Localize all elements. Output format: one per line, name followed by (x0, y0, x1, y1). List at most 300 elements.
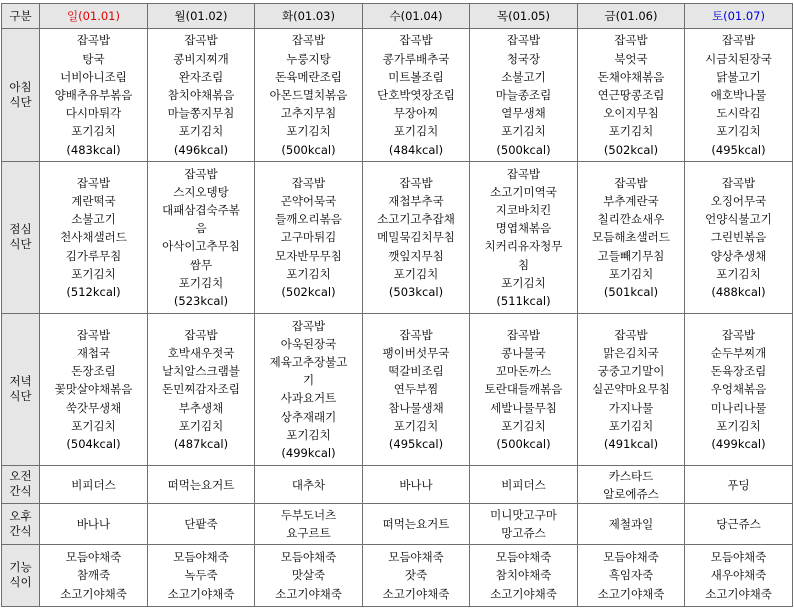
row-label-line: 간식 (9, 484, 32, 499)
meal-cell (255, 544, 363, 606)
meal-item: 돈육장조림 (710, 364, 767, 379)
meal-item: (499kcal) (281, 446, 336, 461)
meal-item: 메밀묵김치무침 (377, 230, 455, 245)
meal-item-list (148, 165, 254, 311)
meal-item: 천사채샐러드 (60, 230, 127, 245)
meal-item: 포기김치 (501, 124, 546, 139)
meal-item: 잡곡밥 (399, 175, 433, 190)
meal-item: 미트볼조림 (388, 69, 444, 84)
row-label-text (9, 222, 31, 252)
meal-item: 돈민찌감자조림 (162, 382, 240, 397)
meal-cell (255, 162, 363, 314)
meal-item-list (363, 174, 469, 301)
meal-item: 꽃맛살야채볶음 (54, 382, 133, 397)
meal-item: 맑은김치국 (603, 345, 659, 360)
meal-item: 대추차 (291, 477, 326, 492)
meal-item-list (255, 548, 362, 603)
meal-item: 잡곡밥 (614, 175, 648, 190)
meal-item-list (685, 515, 792, 533)
meal-item-list (363, 515, 469, 533)
meal-item: 돈채야채볶음 (597, 69, 665, 84)
meal-cell (578, 29, 685, 162)
meal-item: 포기김치 (178, 124, 224, 139)
meal-cell (148, 466, 255, 504)
meal-item: 잡곡밥 (76, 33, 111, 48)
meal-item: 미나리나물 (710, 400, 767, 415)
meal-item: 소고기야채죽 (705, 586, 772, 601)
meal-item: 대패삼겹숙주볶 (162, 203, 240, 218)
meal-item: 맛살죽 (291, 568, 326, 583)
meal-item: 떠먹는요거트 (382, 517, 450, 531)
meal-item: 소불고기 (501, 69, 546, 84)
meal-item: 고들빼기무침 (597, 248, 665, 263)
meal-item: 상추재래기 (280, 409, 337, 424)
meal-item: (491kcal) (603, 436, 659, 451)
row-label-morning-snack (2, 466, 40, 504)
meal-item: 포기김치 (71, 266, 116, 281)
meal-item: 닭불고기 (716, 69, 761, 84)
meal-item: 잡곡밥 (614, 327, 648, 342)
meal-item: 사과요거트 (280, 391, 337, 406)
meal-item: 포기김치 (286, 427, 331, 442)
meal-item: (512kcal) (66, 284, 121, 299)
meal-cell (363, 504, 470, 545)
meal-cell (470, 544, 578, 606)
meal-item: 콩비지찌개 (173, 51, 229, 66)
meal-item: 잡곡밥 (721, 33, 756, 48)
meal-item: 부추계란국 (603, 193, 659, 208)
meal-item: 알로에쥬스 (603, 486, 659, 501)
meal-item: 소고기야채죽 (490, 586, 557, 601)
meal-item: (504kcal) (66, 436, 121, 451)
meal-item-list (255, 174, 362, 301)
meal-item: 떠먹는요거트 (167, 477, 235, 492)
meal-item: 잡곡밥 (291, 33, 326, 48)
meal-item-list (685, 31, 792, 158)
meal-item-list (578, 31, 684, 158)
meal-cell (40, 466, 148, 504)
meal-item-list (40, 548, 147, 603)
row-functional-diet (2, 544, 793, 606)
meal-item: 두부도너츠 (280, 507, 337, 522)
meal-item: 순두부찌개 (710, 345, 767, 360)
meal-item: 연근땅콩조림 (597, 88, 665, 102)
meal-item: 다시마튀각 (65, 106, 122, 121)
meal-item: 포기김치 (393, 418, 439, 433)
meal-cell (148, 29, 255, 162)
header-day-tue: 화(01.03) (255, 4, 363, 29)
meal-cell (40, 162, 148, 314)
meal-item: 스지오뎅탕 (173, 184, 229, 199)
meal-item: 포기김치 (608, 124, 654, 139)
meal-cell (470, 162, 578, 314)
meal-item: 모자반무무침 (275, 248, 342, 263)
meal-item: 콩가루배추국 (382, 51, 450, 66)
header-day-sat: 토(01.07) (685, 4, 793, 29)
meal-cell (148, 504, 255, 545)
meal-item: 잡곡밥 (506, 166, 541, 181)
meal-item: (523kcal) (173, 294, 229, 309)
meal-item: 참나물생채 (388, 400, 444, 415)
meal-item: 음 (195, 221, 207, 236)
meal-item-list (40, 31, 147, 158)
meal-item-list (148, 548, 254, 603)
meal-cell (685, 162, 793, 314)
meal-item-list (40, 476, 147, 494)
meal-item: (501kcal) (603, 284, 659, 299)
meal-item: 잡곡밥 (184, 166, 218, 181)
row-dinner (2, 313, 793, 466)
meal-item: (496kcal) (173, 142, 229, 157)
meal-item: 고구마튀김 (280, 230, 337, 245)
meal-item: 잡곡밥 (721, 175, 756, 190)
meal-item-list (148, 326, 254, 453)
meal-item: 바나나 (76, 517, 111, 531)
meal-item: 제철과일 (608, 517, 654, 531)
meal-item: 모듬해초샐러드 (592, 230, 670, 245)
meal-item: 잡곡밥 (614, 33, 648, 48)
meal-item: 잡곡밥 (721, 327, 756, 342)
meal-item-list (578, 515, 684, 533)
meal-item-list (40, 515, 147, 533)
meal-item-list (40, 174, 147, 301)
meal-item: 아몬드멸치볶음 (269, 88, 348, 102)
meal-cell (578, 162, 685, 314)
meal-cell (255, 313, 363, 466)
meal-cell (255, 466, 363, 504)
meal-item: 실곤약마요무침 (592, 382, 670, 397)
meal-item: 망고쥬스 (501, 526, 546, 541)
header-corner: 구분 (2, 4, 40, 29)
meal-item: 그린빈볶음 (710, 230, 767, 245)
meal-cell (470, 313, 578, 466)
meal-item: 모듬야채죽 (65, 550, 122, 565)
meal-item: (495kcal) (711, 142, 766, 157)
meal-item: 명엽채볶음 (495, 221, 552, 236)
meal-cell (363, 29, 470, 162)
meal-item: 쌈무 (189, 257, 213, 272)
row-label-line: 간식 (9, 523, 32, 538)
meal-item: 모듬야채죽 (495, 550, 552, 565)
meal-item: 기 (302, 373, 315, 388)
meal-item: 참치야채죽 (495, 568, 552, 583)
meal-item: (502kcal) (281, 284, 336, 299)
row-label-line: 저녁 (9, 373, 32, 388)
meal-item: 도시락김 (716, 106, 761, 121)
meal-cell (578, 504, 685, 545)
meal-cell (148, 313, 255, 466)
meal-item-list (470, 31, 577, 158)
meal-item: (499kcal) (711, 436, 766, 451)
header-day-mon: 월(01.02) (148, 4, 255, 29)
meal-item: 포기김치 (71, 418, 116, 433)
meal-item: 팽이버섯무국 (382, 345, 450, 360)
row-label-lunch (2, 162, 40, 314)
meal-item: 마늘종조림 (495, 88, 552, 102)
meal-item: 오이지무침 (603, 106, 659, 121)
meal-item: 포기김치 (286, 266, 331, 281)
meal-item: 요구르트 (286, 526, 331, 541)
row-label-text (9, 509, 31, 539)
meal-item: (488kcal) (711, 284, 766, 299)
meal-item: 잡곡밥 (184, 33, 218, 48)
meal-item: 오징어무국 (710, 193, 767, 208)
meal-cell (578, 544, 685, 606)
meal-item: 잡곡밥 (399, 327, 433, 342)
meal-item: 소고기야채죽 (60, 586, 127, 601)
meal-item: 소고기야채죽 (167, 586, 235, 601)
meal-cell (685, 504, 793, 545)
meal-item: 돈육메란조림 (275, 69, 342, 84)
meal-item-list (470, 476, 577, 494)
meal-cell (40, 544, 148, 606)
meal-cell (363, 544, 470, 606)
meal-item: (503kcal) (388, 284, 444, 299)
meal-item: 양배추유부볶음 (54, 88, 133, 102)
meal-item: 재첩국 (76, 345, 111, 360)
meal-item: 잣죽 (404, 568, 428, 583)
meal-cell (40, 29, 148, 162)
meal-item: 돈장조림 (71, 364, 116, 379)
meal-item: 참치야채볶음 (167, 88, 235, 102)
meal-item: 소고기고추잡채 (377, 212, 455, 227)
meal-item: 지코바치킨 (495, 203, 552, 218)
meal-item: 가지나물 (608, 400, 654, 415)
meal-item: 청국장 (506, 51, 541, 66)
meal-item: (483kcal) (66, 142, 121, 157)
meal-item: (495kcal) (388, 436, 444, 451)
meal-item: 소고기미역국 (490, 184, 557, 199)
meal-cell (148, 544, 255, 606)
meal-item-list (470, 326, 577, 453)
row-label-line: 식단 (9, 388, 32, 403)
meal-item: 아욱된장국 (280, 336, 337, 351)
meal-item: (500kcal) (496, 142, 551, 157)
meal-item-list (148, 31, 254, 158)
row-label-line: 식단 (9, 94, 32, 109)
row-label-text (9, 80, 31, 110)
meal-cell (363, 466, 470, 504)
meal-item: 치커리유자청무 (484, 239, 563, 254)
row-lunch (2, 162, 793, 314)
header-day-sun: 일(01.01) (40, 4, 148, 29)
meal-item: 누룽지탕 (286, 51, 331, 66)
meal-item-list (148, 515, 254, 533)
meal-item: 포기김치 (716, 266, 761, 281)
meal-cell (40, 504, 148, 545)
meal-item: 잡곡밥 (291, 318, 326, 333)
meal-item: 단팥죽 (184, 517, 218, 531)
meal-item: 비피더스 (71, 477, 116, 492)
meal-item: 참깨죽 (76, 568, 111, 583)
row-label-line: 기능 (9, 559, 32, 574)
meal-item: (500kcal) (496, 436, 551, 451)
row-label-line: 아침 (9, 79, 32, 94)
meal-item-list (148, 476, 254, 494)
meal-item-list (363, 548, 469, 603)
meal-item-list (255, 506, 362, 542)
meal-item: (502kcal) (603, 142, 659, 157)
meal-item: 김가루무침 (65, 248, 122, 263)
meal-item: 세발나물무침 (490, 400, 557, 415)
meal-item-list (40, 326, 147, 453)
meal-item: (500kcal) (281, 142, 336, 157)
meal-cell (148, 162, 255, 314)
meal-cell (578, 466, 685, 504)
meal-item: 카스타드 (608, 468, 654, 483)
meal-item: 포기김치 (716, 124, 761, 139)
meal-item: 꼬마돈까스 (495, 364, 552, 379)
meal-item-list (685, 174, 792, 301)
meal-item-list (363, 326, 469, 453)
meal-item: 쑥갓무생채 (65, 400, 122, 415)
meal-item-list (578, 467, 684, 503)
meal-item: 소고기야채죽 (597, 586, 665, 601)
meal-item: 비피더스 (501, 477, 546, 492)
meal-item: 들깨오리볶음 (275, 212, 342, 227)
meal-item: 모듬야채죽 (280, 550, 337, 565)
meal-item: 애호박나물 (710, 88, 767, 102)
meal-item: 재첩부추국 (388, 193, 444, 208)
meal-item: 언양식불고기 (705, 212, 772, 227)
meal-item: 완자조림 (178, 69, 224, 84)
meal-cell (255, 29, 363, 162)
weekly-meal-table (1, 3, 793, 607)
meal-item: 소불고기 (71, 212, 116, 227)
meal-item: (511kcal) (496, 294, 551, 309)
meal-item: 마늘쫑지무침 (167, 106, 235, 121)
meal-item-list (363, 31, 469, 158)
row-label-breakfast (2, 29, 40, 162)
row-label-dinner (2, 313, 40, 466)
meal-cell (578, 313, 685, 466)
meal-item: 잡곡밥 (76, 327, 111, 342)
meal-cell (470, 29, 578, 162)
meal-cell (685, 544, 793, 606)
row-breakfast (2, 29, 793, 162)
meal-item: 녹두죽 (184, 568, 218, 583)
row-afternoon-snack (2, 504, 793, 545)
meal-item: 잡곡밥 (184, 327, 218, 342)
meal-item: 모듬야채죽 (603, 550, 659, 565)
meal-item: 열무생채 (501, 106, 546, 121)
meal-cell (685, 313, 793, 466)
row-label-line: 점심 (9, 221, 32, 236)
meal-item: 깻잎지무침 (388, 248, 444, 263)
meal-item: 포기김치 (501, 275, 546, 290)
row-label-line: 식단 (9, 236, 32, 251)
meal-item-list (578, 174, 684, 301)
meal-item: 미니맛고구마 (490, 507, 557, 522)
meal-item: 계란떡국 (71, 193, 116, 208)
meal-item: 포기김치 (608, 418, 654, 433)
meal-item: 토란대들깨볶음 (484, 382, 563, 397)
meal-cell (40, 313, 148, 466)
row-label-text (9, 374, 31, 404)
meal-item-list (578, 548, 684, 603)
row-label-afternoon-snack (2, 504, 40, 545)
meal-item: (484kcal) (388, 142, 444, 157)
meal-item: 잡곡밥 (399, 33, 433, 48)
meal-item: 모듬야채죽 (710, 550, 767, 565)
row-label-line: 식이 (9, 574, 32, 589)
meal-item-list (255, 476, 362, 494)
meal-cell (470, 466, 578, 504)
meal-item: 포기김치 (393, 266, 439, 281)
meal-item: 날치알스크램블 (162, 364, 240, 379)
meal-item: 침 (517, 257, 530, 272)
meal-item: 북엇국 (614, 51, 648, 66)
meal-item-list (255, 31, 362, 158)
meal-item: 잡곡밥 (291, 175, 326, 190)
meal-item: 떡갈비조림 (388, 364, 444, 379)
meal-item: 새우야채죽 (710, 568, 767, 583)
meal-item-list (363, 476, 469, 494)
meal-item: 포기김치 (501, 418, 546, 433)
meal-item: 포기김치 (286, 124, 331, 139)
header-day-thu: 목(01.05) (470, 4, 578, 29)
meal-item: 포기김치 (178, 275, 224, 290)
meal-item: 부추생채 (178, 400, 224, 415)
row-label-line: 오후 (9, 508, 32, 523)
meal-item-list (255, 317, 362, 463)
header-day-wed: 수(01.04) (363, 4, 470, 29)
meal-item: 바나나 (399, 477, 433, 492)
meal-item: 당근쥬스 (716, 517, 761, 531)
meal-item: 포기김치 (71, 124, 116, 139)
row-label-text (9, 469, 31, 499)
meal-item: 모듬야채죽 (388, 550, 444, 565)
meal-item: 연두부찜 (393, 382, 439, 397)
meal-cell (685, 29, 793, 162)
meal-item-list (685, 326, 792, 453)
meal-item: 모듬야채죽 (173, 550, 229, 565)
meal-cell (470, 504, 578, 545)
meal-cell (255, 504, 363, 545)
meal-item: 탕국 (82, 51, 105, 66)
meal-item: 소고기야채죽 (275, 586, 342, 601)
meal-item: 양상추생채 (710, 248, 767, 263)
meal-item: 포기김치 (178, 418, 224, 433)
meal-item: 콩나물국 (501, 345, 546, 360)
meal-item: 소고기야채죽 (382, 586, 450, 601)
meal-item: 잡곡밥 (506, 327, 541, 342)
meal-item: 시금치된장국 (705, 51, 772, 66)
meal-item: 칠리깐쇼새우 (597, 212, 665, 227)
meal-item: 잡곡밥 (76, 175, 111, 190)
meal-cell (363, 313, 470, 466)
meal-item-list (685, 548, 792, 603)
meal-item-list (470, 165, 577, 311)
meal-item: 아삭이고추무침 (162, 239, 240, 254)
meal-item: 곤약어묵국 (280, 193, 337, 208)
meal-cell (685, 466, 793, 504)
meal-item: 포기김치 (716, 418, 761, 433)
meal-item: 궁중고기말이 (597, 364, 665, 379)
meal-item: 무장아찌 (393, 106, 439, 121)
meal-item: 푸딩 (727, 477, 750, 492)
meal-item: 제육고추장불고 (269, 355, 348, 370)
meal-item-list (578, 326, 684, 453)
meal-item: 고추지무침 (280, 106, 337, 121)
meal-item: 잡곡밥 (506, 33, 541, 48)
meal-item: 포기김치 (608, 266, 654, 281)
meal-cell (363, 162, 470, 314)
meal-item: 포기김치 (393, 124, 439, 139)
row-label-line: 오전 (9, 469, 32, 484)
meal-item-list (685, 476, 792, 494)
row-label-text (9, 560, 31, 590)
